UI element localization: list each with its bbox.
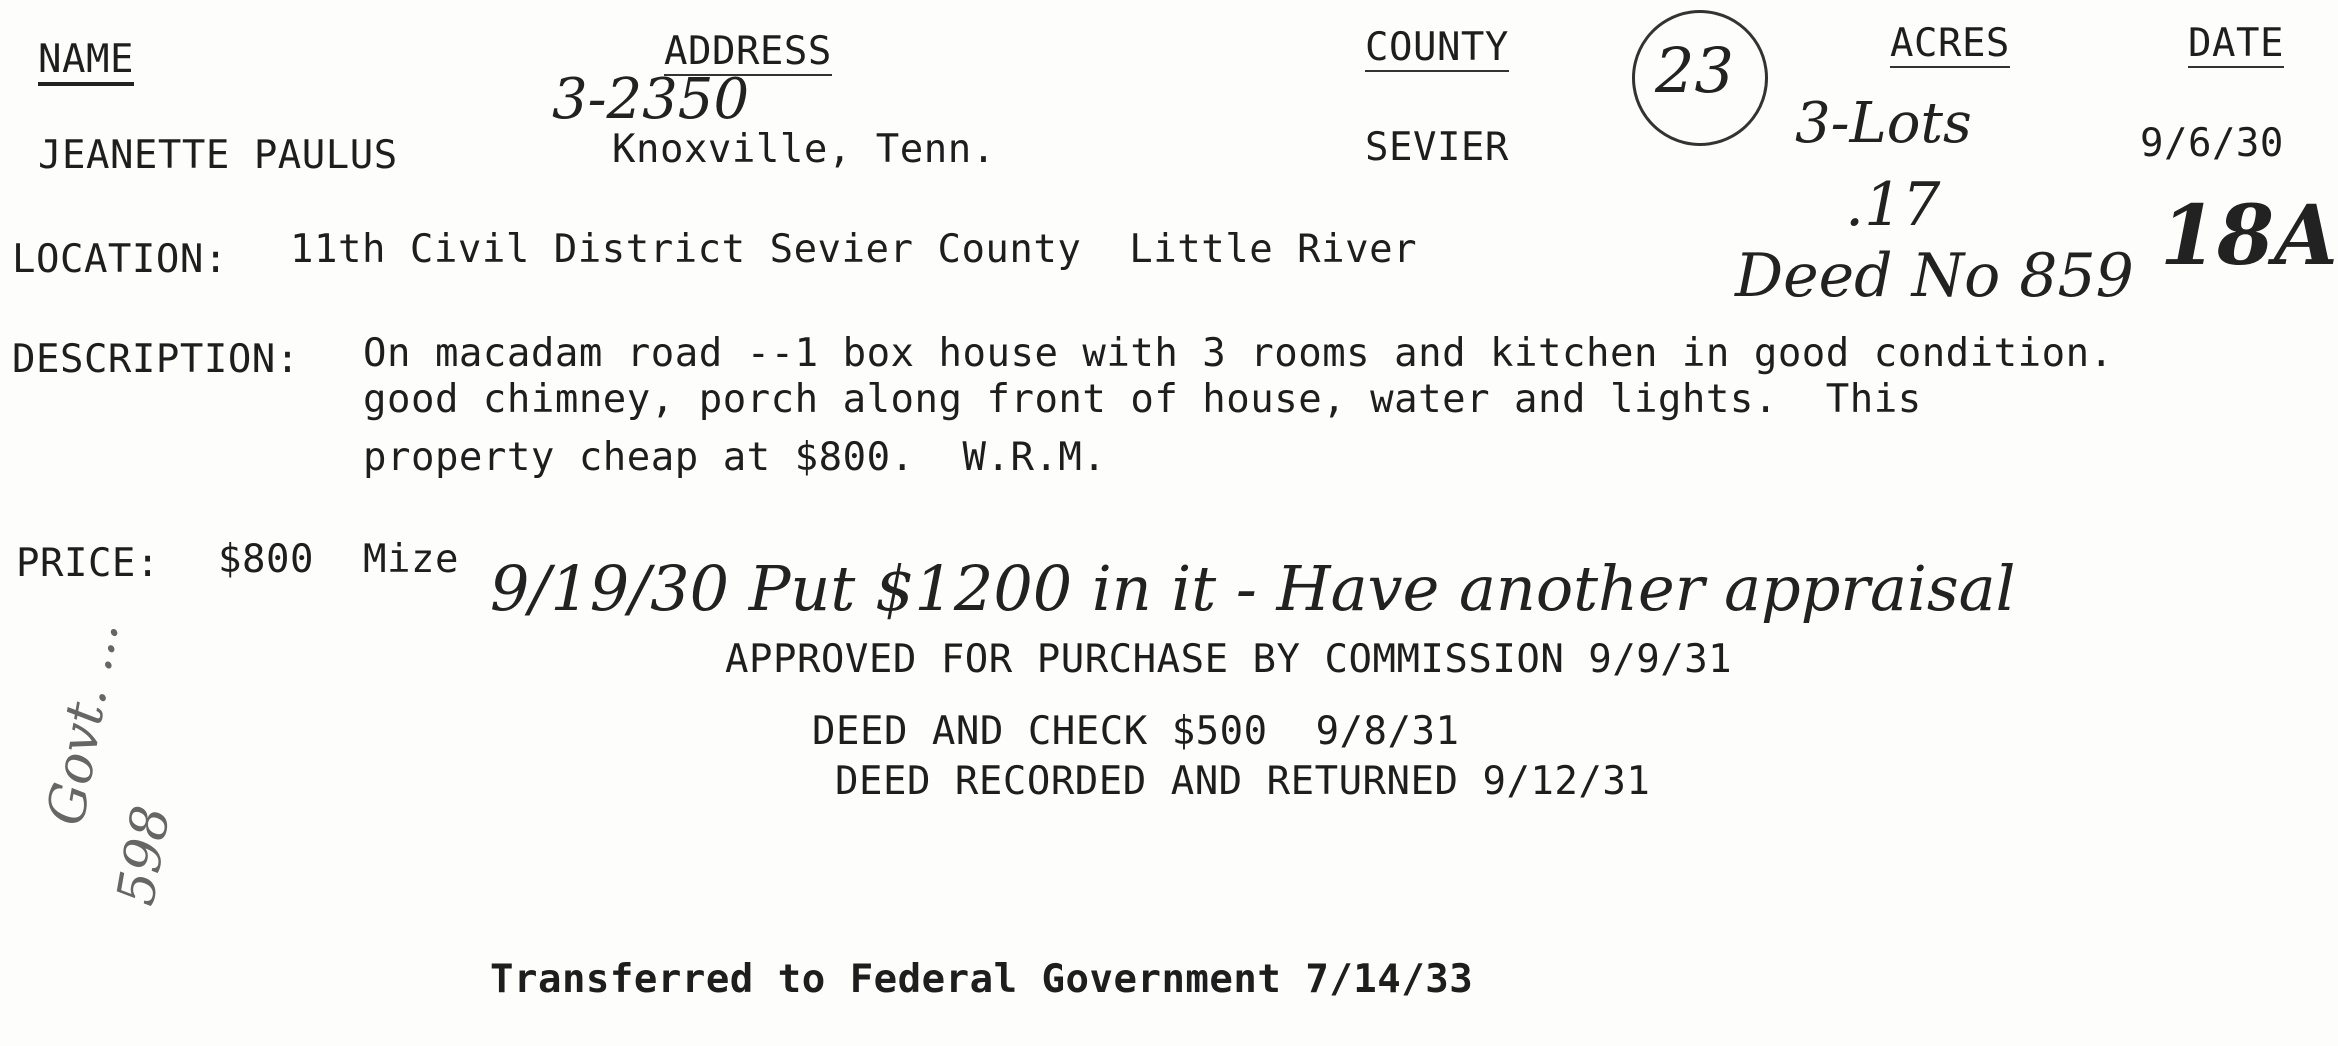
price-appraiser: Mize [363, 537, 459, 582]
acres-header: ACRES [1890, 21, 2010, 66]
description-label: DESCRIPTION: [12, 337, 300, 382]
deed-check-stamp: DEED AND CHECK $500 9/8/31 [812, 709, 1460, 754]
handwritten-address-number: 3-2350 [552, 67, 750, 132]
handwritten-tract-id: 18A [2160, 188, 2338, 284]
handwritten-acres-lots: 3-Lots [1795, 91, 1972, 156]
margin-note-1: Govt. ... [36, 616, 131, 830]
record-address: Knoxville, Tenn. [612, 127, 996, 172]
handwritten-deed-number: Deed No 859 [1735, 241, 2134, 311]
price-amount: $800 [218, 537, 314, 582]
handwritten-price-note: 9/19/30 Put $1200 in it - Have another appraisal [490, 552, 2016, 625]
description-line-2: good chimney, porch along front of house, water and lights. This [363, 377, 1922, 422]
location-label: LOCATION: [12, 237, 228, 282]
description-line-1: On macadam road --1 box house with 3 rooms and kitchen in good condition. [363, 331, 2114, 376]
description-line-3: property cheap at $800. W.R.M. [363, 435, 1107, 480]
name-header: NAME [38, 40, 134, 86]
handwritten-acres-value: .17 [1845, 170, 1941, 240]
address-header: ADDRESS [664, 29, 832, 74]
record-county: SEVIER [1365, 125, 1509, 170]
location-text: 11th Civil District Sevier County Little River [290, 227, 1418, 272]
record-date: 9/6/30 [2140, 121, 2284, 166]
margin-note-2: 598 [106, 801, 183, 910]
handwritten-circle-number: 23 [1655, 34, 1734, 107]
price-label: PRICE: [16, 541, 160, 586]
approved-stamp: APPROVED FOR PURCHASE BY COMMISSION 9/9/31 [725, 637, 1733, 682]
record-name: JEANETTE PAULUS [38, 133, 398, 178]
deed-recorded-stamp: DEED RECORDED AND RETURNED 9/12/31 [835, 759, 1651, 804]
transferred-line: Transferred to Federal Government 7/14/33 [490, 957, 1474, 1002]
date-header: DATE [2188, 21, 2284, 66]
county-header: COUNTY [1365, 25, 1509, 70]
